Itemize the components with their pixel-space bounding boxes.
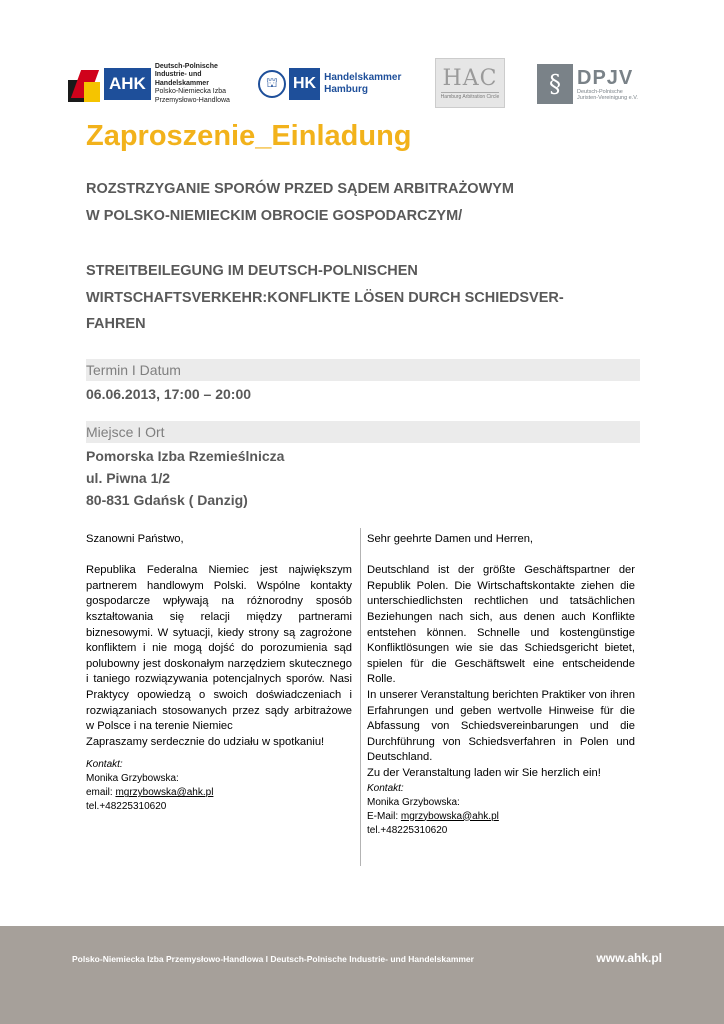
german-contact: Kontakt: Monika Grzybowska: E-Mail: mgrzybowska@ahk.pl tel.+48225310620 bbox=[367, 782, 499, 836]
dpjv-logo: § DPJV Deutsch-Polnische Juristen-Vereinigung e.V. bbox=[537, 58, 657, 110]
polish-contact: Kontakt: Monika Grzybowska: email: mgrzybowska@ahk.pl tel.+48225310620 bbox=[86, 759, 214, 813]
polish-column bbox=[86, 532, 352, 814]
german-body-2: In unserer Veranstaltung berichten Praktiker von ihren Erfahrungen und geben wertvolle Hinweise für die Abfassung von Schiedsvereinbarungen und die Durchführung von Schiedsverfahren in Polen und Deutschland. bbox=[367, 688, 635, 764]
dpjv-section-icon: § bbox=[537, 64, 573, 104]
polish-email-link[interactable]: mgrzybowska@ahk.pl bbox=[115, 787, 214, 799]
ahk-flag-icon bbox=[68, 66, 100, 102]
ahk-badge: AHK bbox=[104, 68, 151, 100]
german-body: Deutschland ist der größte Geschäftspartner der Republik Polen. Die Wirtschaftskontakte ziehen die unterschiedlichsten rechtlichen und tatsächlichen Beziehungen nach sich, aus denen auch Konflikte entstehen können. Schnelle und kostengünstige Konfliktlösungen wie sie das Schiedsgericht bietet, spielen für die Geschäftswelt eine entscheidende Rolle. bbox=[367, 564, 635, 686]
polish-body: Republika Federalna Niemiec jest największym partnerem handlowym Polski. Wspólne kontakty gospodarcze wpływają na różnorodny sposób kształtowania się relacji między partnerami biznesowymi. W sytuacji, kiedy strony są zagrożone konfliktem i nie mogą dojść do porozumienia sąd polubowny jest doskonałym narzędziem skutecznego i taniego rozwiązywania potencjalnych sporów. Nasi Praktycy opowiedzą o swoich doświadczeniach i rozwiązaniach stosowanych przez sądy arbitrażowe w Polsce i na terenie Niemiec bbox=[86, 564, 352, 733]
footer-url-link[interactable]: www.ahk.pl bbox=[596, 951, 662, 965]
hk-badge: HK bbox=[289, 68, 320, 100]
german-greeting: Sehr geehrte Damen und Herren, bbox=[367, 533, 534, 545]
hk-hamburg-logo bbox=[258, 58, 404, 110]
hamburg-seal-icon: ⛫ bbox=[258, 70, 286, 98]
column-divider bbox=[360, 528, 361, 866]
date-value: 06.06.2013, 17:00 – 20:00 bbox=[86, 386, 252, 402]
footer bbox=[0, 926, 724, 1024]
german-closing: Zu der Veranstaltung laden wir Sie herzlich ein! bbox=[367, 766, 601, 779]
polish-greeting: Szanowni Państwo, bbox=[86, 533, 184, 545]
heading-polish: ROZSTRZYGANIE SPORÓW PRZED SĄDEM ARBITRAŻOWYM W POLSKO-NIEMIECKIM OBROCIE GOSPODARCZYM/ bbox=[86, 181, 515, 224]
page-title: Zaproszenie_Einladung bbox=[86, 120, 412, 152]
ahk-logo bbox=[68, 58, 243, 110]
hk-logo-text: Handelskammer Hamburg bbox=[324, 72, 402, 95]
hac-logo: HAC Hamburg Arbitration Circle bbox=[435, 58, 505, 108]
heading-german: STREITBEILEGUNG IM DEUTSCH-POLNISCHEN WIRTSCHAFTSVERKEHR:KONFLIKTE LÖSEN DURCH SCHIEDSVER- FAHREN bbox=[86, 263, 564, 332]
place-label: Miejsce I Ort bbox=[86, 421, 640, 443]
footer-text: Polsko-Niemiecka Izba Przemysłowo-Handlowa I Deutsch-Polnische Industrie- und Handelskammer bbox=[72, 954, 474, 964]
polish-closing: Zapraszamy serdecznie do udziału w spotkaniu! bbox=[86, 735, 325, 748]
german-email-link[interactable]: mgrzybowska@ahk.pl bbox=[400, 810, 499, 822]
date-label: Termin I Datum bbox=[86, 359, 640, 381]
ahk-logo-text: Deutsch-Polnische Industrie- und Handelskammer Polsko-Niemiecka Izba Przemysłowo-Handlowa bbox=[154, 62, 230, 104]
german-column bbox=[367, 532, 635, 838]
place-value: Pomorska Izba Rzemieślnicza ul. Piwna 1/2 80-831 Gdańsk ( Danzig) bbox=[86, 448, 285, 508]
